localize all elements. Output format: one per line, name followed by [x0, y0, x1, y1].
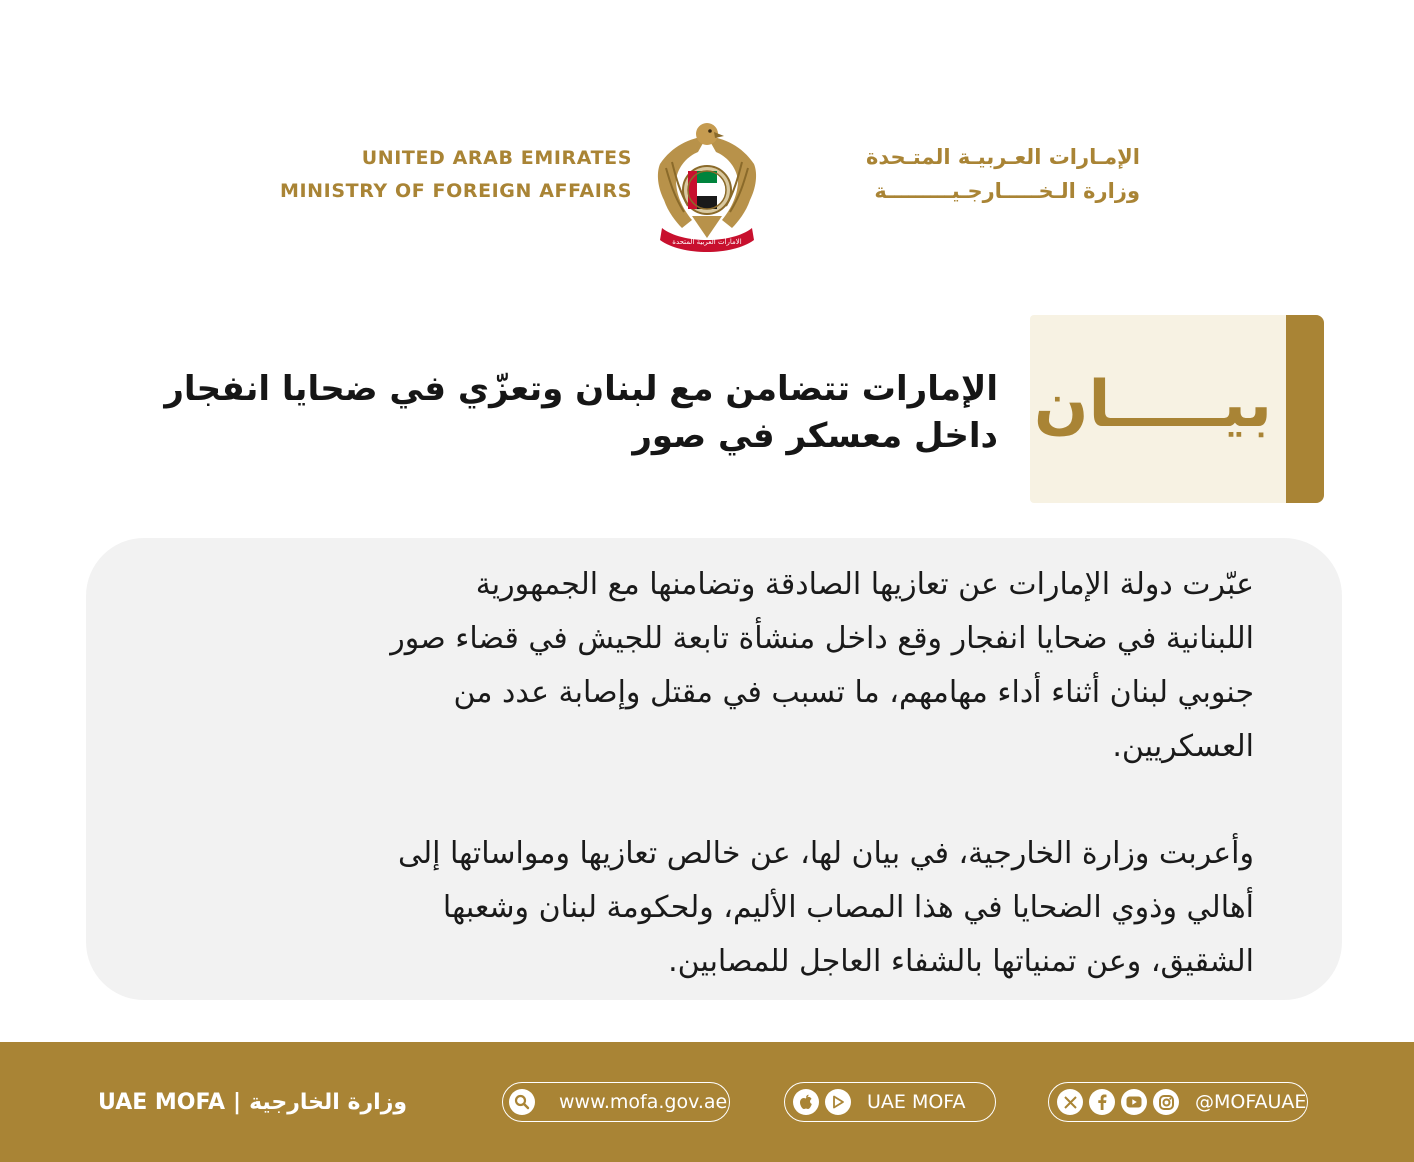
- footer-brand-ar: وزارة الخارجية: [249, 1090, 408, 1115]
- statement-title: [158, 366, 998, 460]
- paragraph-1-line-3: جنوبي لبنان أثناء أداء مهامهم، ما تسبب في مقتل وإصابة عدد من: [453, 675, 1254, 710]
- social-handle: @MOFAUAE: [1195, 1091, 1307, 1113]
- x-icon[interactable]: [1057, 1089, 1083, 1115]
- footer-bar: [0, 1042, 1414, 1162]
- ministry-name-arabic: [785, 140, 1140, 208]
- ministry-name-ar: وزارة الـخـــــارجـيـــــــــة: [874, 179, 1140, 203]
- ministry-name-english: [280, 142, 632, 208]
- search-icon: [509, 1089, 535, 1115]
- social-media-links[interactable]: [1048, 1082, 1308, 1122]
- paragraph-1: [180, 558, 1254, 774]
- facebook-icon[interactable]: [1089, 1089, 1115, 1115]
- google-play-icon: [825, 1089, 851, 1115]
- footer-brand: [98, 1086, 407, 1120]
- paragraph-1-line-1: عبّرت دولة الإمارات عن تعازيها الصادقة وتضامنها مع الجمهورية: [475, 567, 1254, 602]
- title-line-2: داخل معسكر في صور: [632, 416, 998, 456]
- paragraph-1-line-2: اللبنانية في ضحايا انفجار وقع داخل منشأة تابعة للجيش في قضاء صور: [390, 621, 1254, 656]
- country-name-en: UNITED ARAB EMIRATES: [361, 147, 632, 169]
- app-store-link[interactable]: [784, 1082, 996, 1122]
- uae-emblem-logo: [652, 116, 762, 262]
- app-name: UAE MOFA: [867, 1091, 966, 1113]
- title-line-1: الإمارات تتضامن مع لبنان وتعزّي في ضحايا انفجار: [164, 369, 998, 409]
- website-url: www.mofa.gov.ae: [559, 1091, 728, 1113]
- paragraph-1-line-4: العسكريين.: [1112, 729, 1254, 764]
- footer-brand-separator: |: [233, 1090, 242, 1115]
- paragraph-2-line-3: الشقيق، وعن تمنياتها بالشفاء العاجل للمصابين.: [668, 944, 1254, 979]
- label-accent-bar: [1286, 315, 1324, 503]
- ministry-header: [0, 110, 1414, 260]
- website-link[interactable]: [502, 1082, 730, 1122]
- paragraph-2-line-2: أهالي وذوي الضحايا في هذا المصاب الأليم، ولحكومة لبنان وشعبها: [442, 890, 1254, 925]
- footer-brand-en: UAE MOFA: [98, 1090, 226, 1115]
- country-name-ar: الإمـارات العـربيـة المتـحدة: [865, 145, 1140, 169]
- emblem-ribbon-text: الامارات العربية المتحدة: [672, 238, 742, 246]
- ministry-name-en: MINISTRY OF FOREIGN AFFAIRS: [280, 180, 632, 202]
- apple-icon: [793, 1089, 819, 1115]
- paragraph-2: [180, 827, 1254, 989]
- paragraph-2-line-1: وأعربت وزارة الخارجية، في بيان لها، عن خالص تعازيها ومواساتها إلى: [397, 836, 1254, 871]
- instagram-icon[interactable]: [1153, 1089, 1179, 1115]
- youtube-icon[interactable]: [1121, 1089, 1147, 1115]
- statement-label: بيـــــان: [1033, 368, 1272, 442]
- statement-label-box: [1030, 315, 1324, 503]
